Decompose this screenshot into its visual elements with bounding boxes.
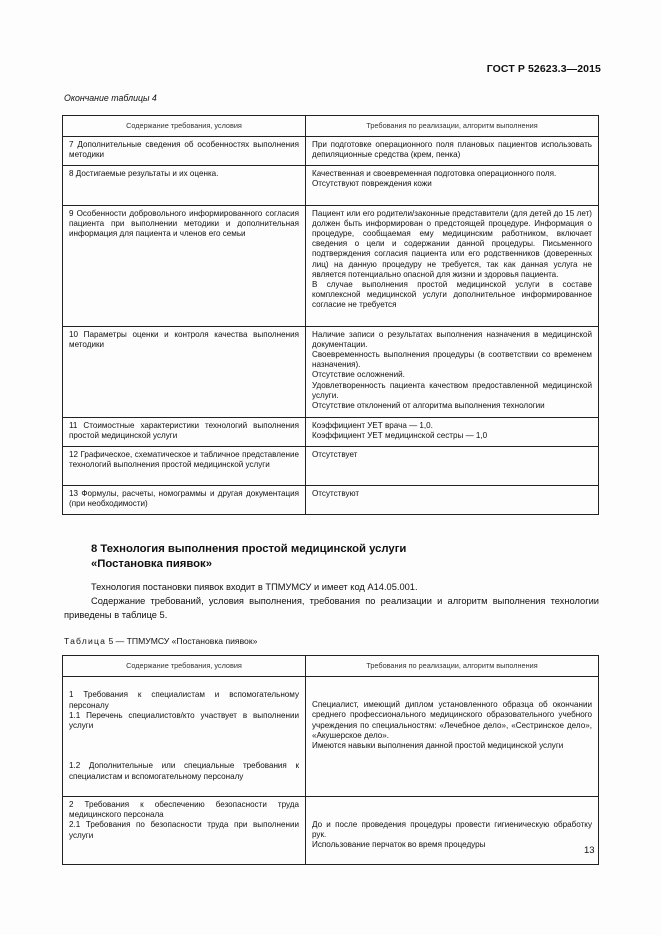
table-row — [63, 417, 599, 446]
implementation-cell: Пациент или его родители/законные представители (для детей до 15 лет) должен быть информирован о предстоящей процедуре. Информация о процедуре, сообщаемая ему медицинским работником, включает сведения о цели и содержании данной процедуры. Письменного подтверждения согласия пациента или его родственников (доверенных лиц) на данную процедуру не требуется, так как данная услуга не является потенциально опасной для жизни и здоровья пациента. В случае выполнения простой медицинской услуги в составе комплексной медицинской услуги дополнительное информированное согласие не требуется — [306, 205, 599, 326]
column-header: Требования по реализации, алгоритм выполнения — [306, 656, 599, 677]
paragraph — [64, 581, 599, 595]
implementation-cell: Коэффициент УЕТ врача — 1,0. Коэффициент УЕТ медицинской сестры — 1,0 — [306, 417, 599, 446]
column-header: Содержание требования, условия — [63, 656, 306, 677]
table4 — [62, 115, 599, 515]
requirement-cell: 11 Стоимостные характеристики технологий выполнения простой медицинской услуги — [63, 417, 306, 446]
paragraph-text: Технология постановки пиявок входит в ТПМУМСУ и имеет код А14.05.001. — [91, 582, 418, 592]
paragraph-text: Содержание требований, условия выполнения, требования по реализации и алгоритм выполнения технологии приведены в таблице 5. — [64, 596, 599, 620]
page-number: 13 — [584, 845, 595, 856]
table5-caption-word: Таблица — [64, 636, 107, 646]
table-row — [63, 137, 599, 165]
implementation-cell: Отсутствуют — [306, 485, 599, 514]
table-row — [63, 446, 599, 485]
requirement-cell: 2 Требования к обеспечению безопасности труда медицинского персонала 2.1 Требования по безопасности труда при выполнении услуги — [63, 797, 306, 865]
requirement-cell: 7 Дополнительные сведения об особенностях выполнения методики — [63, 137, 306, 165]
requirement-cell — [63, 677, 306, 797]
column-header: Требования по реализации, алгоритм выполнения — [306, 116, 599, 137]
requirement-cell: 10 Параметры оценки и контроля качества выполнения методики — [63, 326, 306, 417]
table-header-row — [63, 116, 599, 137]
requirement-cell: 8 Достигаемые результаты и их оценка. — [63, 165, 306, 205]
implementation-cell: При подготовке операционного поля плановых пациентов использовать депиляционные средства (крем, пенка) — [306, 137, 599, 165]
implementation-cell: Наличие записи о результатах выполнения назначения в медицинской документации. Своевременность выполнения процедуры (в соответствии со временем назначения). Отсутствие осложнений. Удовлетворенность пациента качеством предоставленной медицинской услуги. Отсутствие отклонений от алгоритма выполнения технологии — [306, 326, 599, 417]
table-header-row — [63, 656, 599, 677]
table-row — [63, 677, 599, 797]
implementation-cell: Качественная и своевременная подготовка операционного поля. Отсутствуют повреждения кожи — [306, 165, 599, 205]
section-title — [91, 542, 551, 572]
paragraph — [64, 595, 599, 622]
implementation-cell: Отсутствует — [306, 446, 599, 485]
section-title-line2: «Постановка пиявок» — [91, 558, 212, 570]
implementation-cell: Специалист, имеющий диплом установленного образца об окончании среднего профессионального медицинского образовательного учебного учреждения по специальностям: «Лечебное дело», «Сестринское дело», «Акушерское дело». Имеются навыки выполнения данной простой медицинской услуги — [306, 677, 599, 797]
table-row — [63, 165, 599, 205]
section-title-line1: 8 Технология выполнения простой медицинской услуги — [91, 543, 407, 555]
table4-caption: Окончание таблицы 4 — [64, 93, 157, 103]
table-row — [63, 326, 599, 417]
implementation-cell: До и после проведения процедуры провести гигиеническую обработку рук. Использование перчаток во время процедуры — [306, 797, 599, 865]
table-row — [63, 797, 599, 865]
table-row — [63, 205, 599, 326]
requirement-text: 1.2 Дополнительные или специальные требования к специалистам и вспомогательному персоналу — [69, 761, 299, 781]
standard-code: ГОСТ Р 52623.3—2015 — [486, 63, 601, 75]
table5-caption — [64, 636, 257, 646]
requirement-cell: 12 Графическое, схематическое и табличное представление технологий выполнения простой медицинской услуги — [63, 446, 306, 485]
table5-caption-rest: 5 — ТПМУМСУ «Постановка пиявок» — [106, 636, 258, 646]
table-row — [63, 485, 599, 514]
requirement-cell: 13 Формулы, расчеты, номограммы и другая документация (при необходимости) — [63, 485, 306, 514]
column-header: Содержание требования, условия — [63, 116, 306, 137]
table5 — [62, 655, 599, 865]
requirement-text: 1 Требования к специалистам и вспомогательному персоналу 1.1 Перечень специалистов/кто участвует в выполнении услуги — [69, 690, 299, 731]
requirement-cell: 9 Особенности добровольного информированного согласия пациента при выполнении методики и дополнительная информация для пациента и членов его семьи — [63, 205, 306, 326]
